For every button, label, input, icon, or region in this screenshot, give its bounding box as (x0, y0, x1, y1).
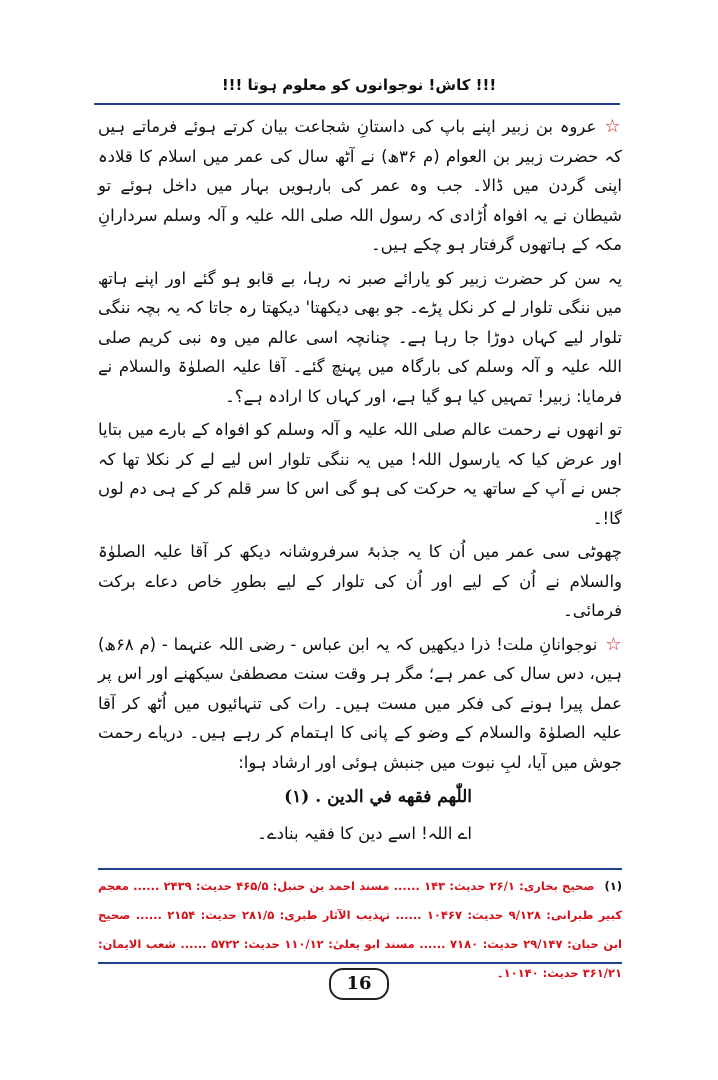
quote-translation: اے اللہ! اسے دین کا فقیہ بنادے۔ (257, 823, 472, 843)
star-icon: ☆ (604, 116, 623, 137)
footnote-marker: (۱) (604, 879, 622, 893)
paragraph-4 (98, 537, 622, 626)
arabic-quote: اللّٰهم فقهه في الدين . (۱) (284, 787, 472, 807)
bottom-divider (98, 962, 622, 964)
paragraph-3 (98, 415, 622, 533)
paragraph-1 (98, 112, 622, 260)
star-icon: ☆ (605, 633, 622, 655)
footnote-text: صحیح بخاری: ۲۶/۱ حدیث: ۱۴۳ ...... مسند احمد بن حنبل: ۴۶۵/۵ حدیث: ۲۴۳۹ ...... معجم کبیر طبرانی: ۹/۱۲۸ حدیث: ۱۰۴۶۷ ...... تہذیب الآثار طبری: ۲۸۱/۵ حدیث: ۲۱۵۴ ...... صحیح ابن حبان: ۲۹/۱۴۷ حدیث: ۷۱۸۰ ...... مسند ابو یعلیٰ: ۱۱۰/۱۲ حدیث: ۵۷۲۲ ...... شعب الایمان: ۳۶۱/۲۱ حدیث: ۱۰۱۴۰۔ (98, 879, 623, 980)
page-number: 16 (329, 968, 389, 1000)
page-header-title: !!! کاش! نوجوانوں کو معلوم ہوتا !!! (221, 76, 497, 94)
main-text (98, 112, 622, 848)
paragraph-5 (98, 630, 622, 778)
header-divider (94, 103, 620, 105)
footnote-divider (98, 868, 622, 870)
paragraph-2 (98, 264, 622, 412)
paragraph-3-text: تو انھوں نے رحمت عالم صلی اللہ علیہ و آلہ وسلم کو افواہ کے بارے میں بتایا اور عرض کیا کہ یارسول اللہ! میں یہ ننگی تلوار اس لیے لے کر نکلا تھا کہ جس نے آپ کے ساتھ یہ حرکت کی ہو گی اس کا سر قلم کر کے ہی دم لوں گا!۔ (98, 420, 622, 528)
paragraph-5-text: نوجوانانِ ملت! ذرا دیکھیں کہ یہ ابن عباس - رضی اللہ عنہما - (م ۶۸ھ) ہیں، دس سال کی عمر ہے؛ مگر ہر وقت سنت مصطفیٰ سیکھنے اور اس پر عمل پیرا ہونے کی فکر میں مست ہیں۔ رات کی تنہائیوں میں اُٹھ کر آقا علیہ الصلوٰۃ والسلام کے وضو کے پانی کا اہتمام کر رہے ہیں۔ دریاے رحمت جوش میں آیا، لبِ نبوت میں جنبش ہوئی اور ارشاد ہوا: (98, 634, 622, 772)
paragraph-4-text: چھوٹی سی عمر میں اُن کا یہ جذبۂ سرفروشانہ دیکھ کر آقا علیہ الصلوٰۃ والسلام نے اُن کے لیے اور اُن کی تلوار کے لیے بطورِ خاص دعاے برکت فرمائی۔ (98, 542, 622, 620)
paragraph-1-text: عروہ بن زبیر اپنے باپ کی داستانِ شجاعت بیان کرتے ہوئے فرماتے ہیں کہ حضرت زبیر بن العوام (م ۳۶ھ) نے آٹھ سال کی عمر میں اسلام کا قلادہ اپنی گردن میں ڈالا۔ جب وہ عمر کی بارہویں بہار میں داخل ہوئے تو شیطان نے یہ افواہ اُڑادی کہ رسول اللہ صلی اللہ علیہ و آلہ وسلم سردارانِ مکہ کے ہاتھوں گرفتار ہو چکے ہیں۔ (98, 117, 622, 254)
paragraph-2-text: یہ سن کر حضرت زبیر کو یارائے صبر نہ رہا، بے قابو ہو گئے اور اپنے ہاتھ میں ننگی تلوار لے کر نکل پڑے۔ جو بھی دیکھتا' دیکھتا رہ جاتا کہ یہ بچہ ننگی تلوار لیے کہاں دوڑا جا رہا ہے۔ چنانچہ اسی عالم میں وہ نبی کریم صلی اللہ علیہ و آلہ وسلم کی بارگاہ میں پہنچ گئے۔ آقا علیہ الصلوٰۃ والسلام نے فرمایا: زبیر! تمہیں کیا ہو گیا ہے، اور کہاں کا ارادہ ہے؟۔ (98, 268, 622, 406)
